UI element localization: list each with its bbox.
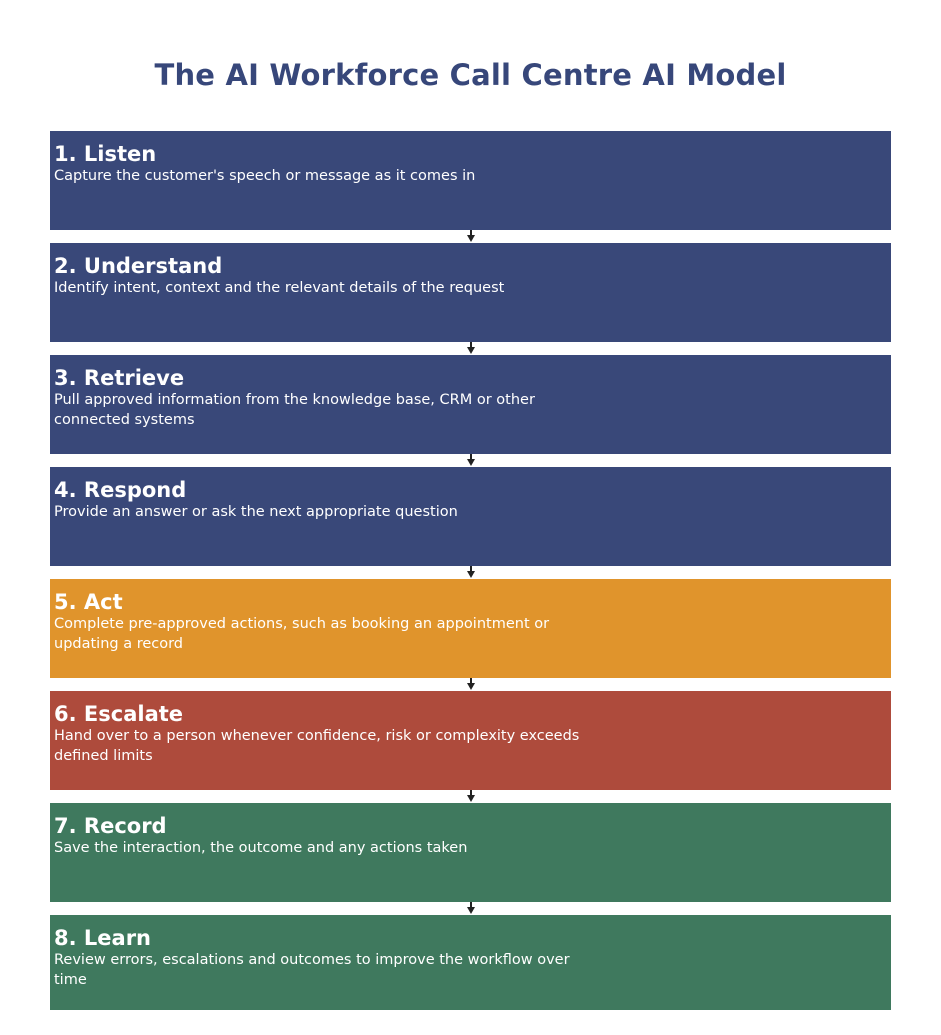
step-listen — [50, 131, 891, 230]
step-description: Save the interaction, the outcome and any actions taken — [54, 840, 468, 856]
step-description: Hand over to a person whenever confidence, risk or complexity exceeds defined limits — [54, 728, 580, 764]
step-understand — [50, 243, 891, 342]
step-title: 2. Understand — [54, 254, 223, 278]
step-act — [50, 579, 891, 678]
step-description: Pull approved information from the knowledge base, CRM or other connected systems — [54, 392, 535, 428]
step-learn — [50, 915, 891, 1014]
step-retrieve — [50, 355, 891, 454]
diagram-title: The AI Workforce Call Centre AI Model — [154, 58, 787, 92]
step-title: 4. Respond — [54, 478, 187, 502]
step-title: 7. Record — [54, 814, 167, 838]
step-title: 5. Act — [54, 590, 123, 614]
down-arrow-icon — [50, 342, 891, 355]
step-title: 8. Learn — [54, 926, 152, 950]
step-description: Provide an answer or ask the next appropriate question — [54, 504, 458, 520]
step-description: Identify intent, context and the relevant details of the request — [54, 280, 505, 296]
step-description: Complete pre-approved actions, such as booking an appointment or updating a record — [54, 616, 550, 652]
step-title: 6. Escalate — [54, 702, 184, 726]
step-description: Capture the customer's speech or message as it comes in — [54, 168, 476, 184]
bottom-margin — [0, 1010, 941, 1035]
down-arrow-icon — [50, 678, 891, 691]
workflow-steps — [50, 131, 891, 1014]
step-title: 3. Retrieve — [54, 366, 185, 390]
down-arrow-icon — [50, 902, 891, 915]
step-record — [50, 803, 891, 902]
step-description: Review errors, escalations and outcomes to improve the workflow over time — [54, 952, 570, 988]
step-escalate — [50, 691, 891, 790]
step-respond — [50, 467, 891, 566]
down-arrow-icon — [50, 230, 891, 243]
step-title: 1. Listen — [54, 142, 157, 166]
down-arrow-icon — [50, 454, 891, 467]
down-arrow-icon — [50, 566, 891, 579]
down-arrow-icon — [50, 790, 891, 803]
